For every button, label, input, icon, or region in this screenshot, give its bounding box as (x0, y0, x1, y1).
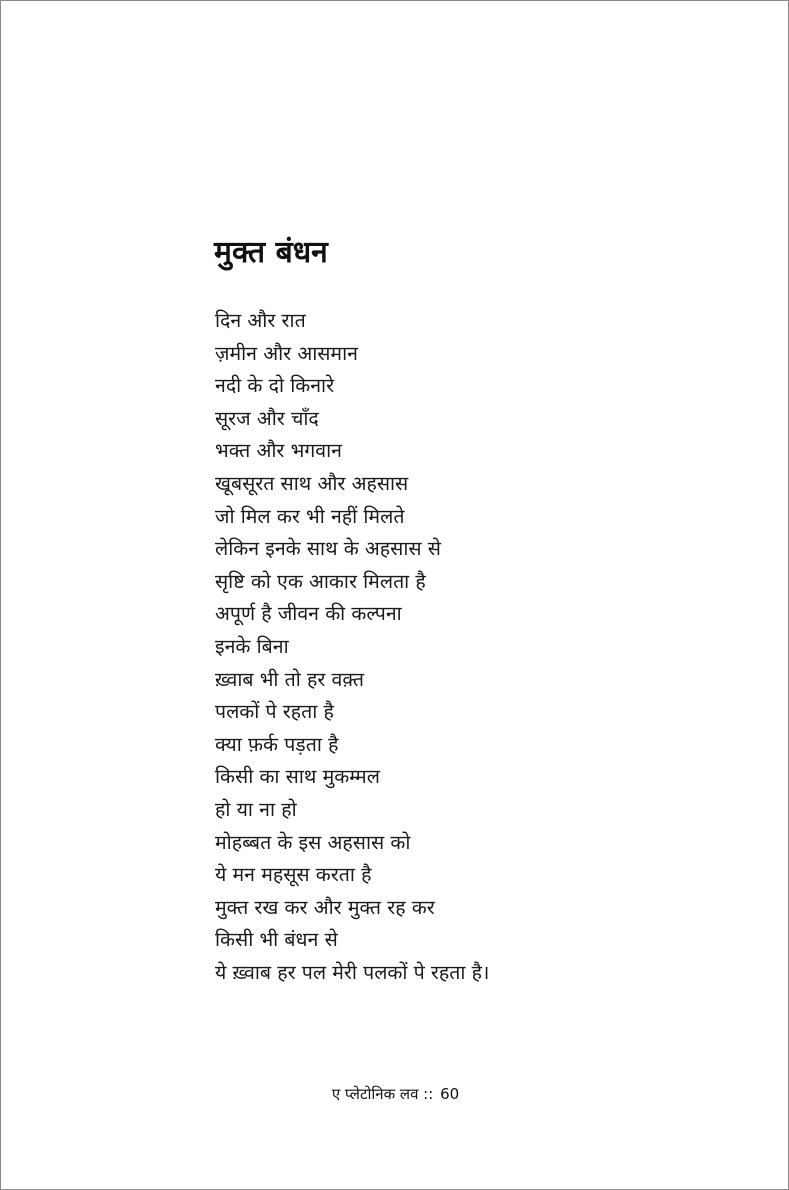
page-footer (1, 1083, 789, 1105)
poem-body (215, 305, 489, 989)
poem-line: मोहब्बत के इस अहसास को (215, 830, 411, 854)
poem-line: दिन और रात (215, 309, 306, 332)
poem-line: भक्त और भगवान (215, 439, 342, 463)
poem-line: अपूर्ण है जीवन की कल्पना (215, 602, 402, 626)
poem-line: लेकिन इनके साथ के अहसास से (215, 537, 441, 561)
poem-line: ज़मीन और आसमान (215, 341, 358, 365)
poem-line: ख़्वाब भी तो हर वक़्त (215, 667, 364, 691)
poem-line: क्या फ़र्क पड़ता है (215, 732, 339, 756)
poem-line: पलकों पे रहता है (215, 700, 334, 724)
poem-line: किसी का साथ मुकम्मल (215, 765, 380, 789)
poem-line: किसी भी बंधन से (215, 928, 338, 952)
poem-line: मुक्त रख कर और मुक्त रह कर (215, 895, 435, 919)
footer-book-title: ए प्लेटोनिक लव :: (331, 1085, 434, 1103)
poem-line: इनके बिना (215, 634, 289, 658)
poem-line: सृष्टि को एक आकार मिलता है (215, 569, 426, 593)
poem-line: ये मन महसूस करता है (215, 863, 372, 887)
page-number: 60 (440, 1085, 460, 1103)
poem-title: मुक्त बंधन (214, 235, 328, 270)
poem-line: सूरज और चाँद (215, 406, 319, 430)
poem-line: नदी के दो किनारे (215, 374, 335, 398)
poem-line: जो मिल कर भी नहीं मिलते (215, 504, 405, 528)
poem-line: खूबसूरत साथ और अहसास (215, 471, 409, 495)
poem-line: ये ख़्वाब हर पल मेरी पलकों पे रहता है। (215, 960, 490, 984)
poem-line: हो या ना हो (215, 797, 297, 821)
